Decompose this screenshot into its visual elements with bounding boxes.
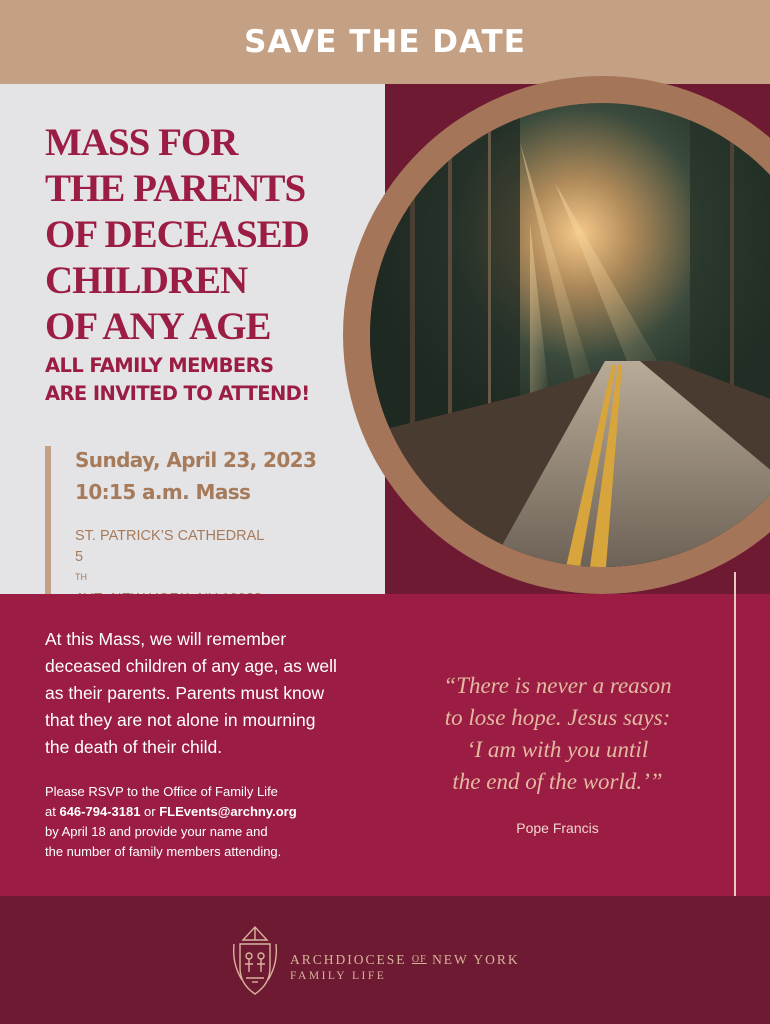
event-date: Sunday, April 23, 2023 [75, 448, 317, 472]
rsvp-phone[interactable]: 646-794-3181 [59, 804, 141, 819]
event-title-line: OF DECEASED [45, 213, 309, 256]
save-the-date-banner [0, 0, 770, 84]
banner-title: SAVE THE DATE [244, 24, 526, 60]
quote-line: ‘I am with you until [466, 737, 649, 762]
address-suffix: TH [75, 572, 87, 582]
org-subtitle: FAMILY LIFE [290, 970, 387, 982]
org-name-part: NEW YORK [426, 952, 520, 967]
event-title-line: OF ANY AGE [45, 305, 271, 348]
invitation-text [45, 352, 365, 408]
quote-author: Pope Francis [516, 820, 599, 836]
rsvp-line: the number of family members attending. [45, 844, 282, 859]
event-time: 10:15 a.m. Mass [75, 480, 251, 504]
invitation-line: ALL FAMILY MEMBERS [45, 354, 274, 377]
event-title-line: THE PARENTS [45, 167, 306, 210]
event-title-line: MASS FOR [45, 121, 238, 164]
event-datetime [75, 444, 375, 508]
rsvp-line: Please RSVP to the Office of Family Life [45, 784, 278, 799]
address-number: 5 [75, 549, 84, 565]
org-name-part: ARCHDIOCESE [290, 952, 412, 967]
rsvp-at: at [45, 804, 60, 819]
rsvp-email[interactable]: FLEvents@archny.org [159, 804, 297, 819]
rsvp-line: by April 18 and provide your name and [45, 824, 268, 839]
event-title [45, 120, 375, 350]
quote-line: “There is never a reason [443, 673, 672, 698]
archdiocese-crest-icon [230, 924, 280, 998]
org-name-of: OF [411, 954, 427, 965]
vertical-divider [734, 572, 736, 896]
description-line: as their parents. Parents must know [45, 683, 325, 703]
invitation-line: ARE INVITED TO ATTEND! [45, 382, 310, 405]
quote-line: to lose hope. Jesus says: [444, 705, 671, 730]
event-title-line: CHILDREN [45, 259, 248, 302]
description-line: the death of their child. [45, 737, 223, 757]
description-line: deceased children of any age, as well [45, 656, 337, 676]
description-line: that they are not alone in mourning [45, 710, 316, 730]
quote-line: the end of the world.’” [452, 769, 663, 794]
rsvp-contact-line [45, 802, 375, 822]
rsvp-info [45, 782, 375, 862]
mass-description [45, 626, 375, 761]
details-accent-bar [45, 446, 51, 594]
org-name [290, 952, 520, 968]
description-line: At this Mass, we will remember [45, 629, 287, 649]
rsvp-or: or [140, 804, 160, 819]
venue-name: ST. PATRICK’S CATHEDRAL [75, 528, 265, 544]
pope-quote [400, 670, 715, 798]
